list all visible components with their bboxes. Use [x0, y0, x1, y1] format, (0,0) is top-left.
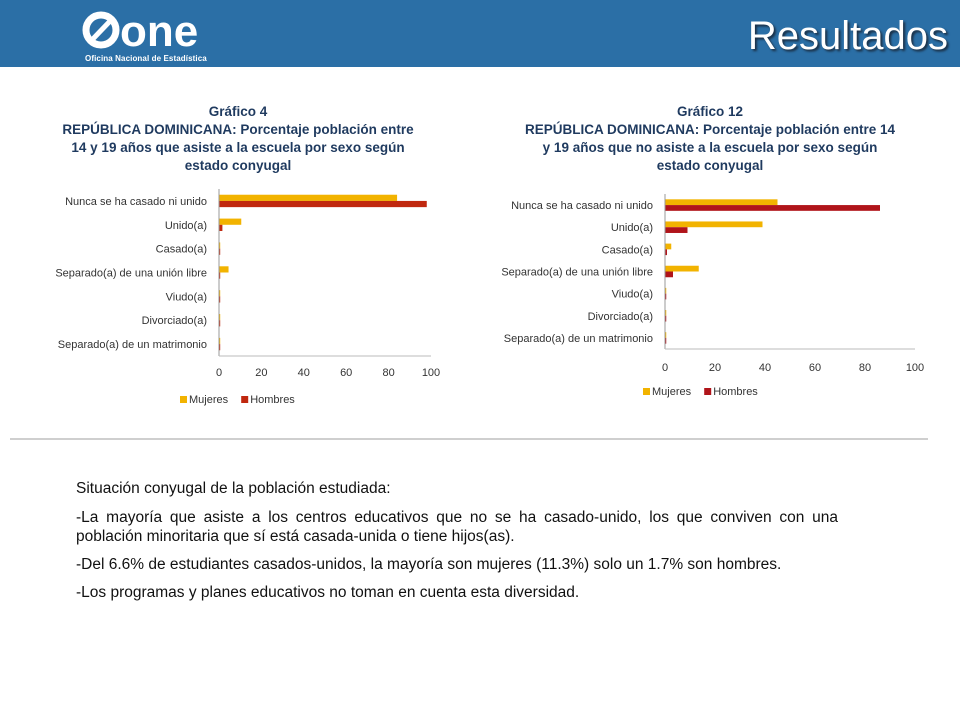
chart-1-category-label: Divorciado(a): [141, 315, 207, 328]
chart-2-bar-mujeres: [665, 266, 699, 272]
chart-1-bar-hombres: [219, 201, 427, 207]
logo-text: one: [120, 7, 199, 56]
chart-2-bar-hombres: [665, 205, 880, 211]
chart-1-category-label: Separado(a) de una unión libre: [55, 267, 207, 280]
finding-2: -Del 6.6% de estudiantes casados-unidos, la mayoría son mujeres (11.3%) solo un 1.7% son hombres.: [76, 556, 782, 573]
header-bar: [0, 0, 960, 67]
chart-1-legend-swatch: [180, 396, 187, 403]
finding-1-emphasis: no se ha casado-unido: [469, 509, 638, 526]
chart-1-bar-mujeres: [219, 266, 229, 272]
chart-2-legend-swatch: [643, 388, 650, 395]
section-divider: [10, 438, 928, 440]
chart-2-x-tick-label: 100: [905, 362, 925, 374]
finding-1-b: , los que conviven con una población minoritaria que sí está casada-unida o tiene hijos(as).: [76, 509, 838, 545]
chart-1-legend-label: Hombres: [250, 394, 295, 406]
chart-2-category-label: Casado(a): [601, 244, 653, 257]
findings-heading: Situación conyugal de la población estudiada:: [76, 480, 391, 497]
chart-1-legend-label: Mujeres: [189, 394, 229, 406]
chart-1-category-label: Unido(a): [164, 219, 207, 232]
chart-1-bar-mujeres: [219, 219, 241, 225]
chart-2-category-label: Separado(a) de un matrimonio: [503, 332, 653, 345]
chart-2-title: [520, 103, 900, 175]
chart-1-x-tick-label: 100: [421, 367, 441, 379]
chart-2-x-tick-label: 60: [808, 362, 822, 374]
chart-1-bar-mujeres: [219, 195, 397, 201]
chart-2-category-label: Divorciado(a): [587, 310, 653, 323]
chart-2-category-label: Viudo(a): [611, 288, 653, 301]
chart-2-category-label: Nunca se ha casado ni unido: [511, 200, 653, 213]
chart-2-category-label: Separado(a) de una unión libre: [501, 266, 653, 279]
chart-2-bar-mujeres: [665, 221, 763, 227]
findings-text: [76, 479, 838, 611]
chart-1-x-tick-label: 0: [215, 367, 223, 379]
chart-1: [0, 180, 460, 420]
chart-1-title: [58, 103, 418, 175]
chart-2: [460, 180, 940, 420]
chart-2-title-line1: Gráfico 12: [676, 104, 744, 119]
chart-2-bar-mujeres: [665, 244, 671, 250]
chart-2-title-line2: REPÚBLICA DOMINICANA: Porcentaje población entre 14 y 19 años que no asiste a la escuela por sexo según estado conyugal: [524, 122, 896, 173]
chart-2-bar-mujeres: [665, 199, 778, 205]
logo-subtitle: Oficina Nacional de Estadística: [85, 54, 207, 63]
chart-1-x-tick-label: 20: [255, 367, 268, 379]
chart-1-legend-swatch: [241, 396, 248, 403]
chart-2-legend-label: Hombres: [713, 386, 758, 398]
chart-2-x-tick-label: 0: [661, 362, 669, 374]
chart-2-x-tick-label: 80: [858, 362, 872, 374]
finding-1: [76, 508, 838, 546]
chart-1-x-tick-label: 40: [297, 367, 310, 379]
chart-2-bar-hombres: [665, 227, 688, 233]
chart-1-bar-hombres: [219, 225, 222, 231]
chart-1-title-line2: REPÚBLICA DOMINICANA: Porcentaje población entre 14 y 19 años que asiste a la escuela por sexo según estado conyugal: [62, 122, 414, 173]
chart-2-x-tick-label: 40: [758, 362, 772, 374]
chart-1-category-label: Viudo(a): [165, 291, 207, 304]
chart-1-category-label: Nunca se ha casado ni unido: [65, 195, 207, 208]
chart-1-x-tick-label: 80: [382, 367, 395, 379]
chart-1-x-tick-label: 60: [340, 367, 353, 379]
chart-1-category-label: Casado(a): [155, 243, 207, 256]
page-title: Resultados: [747, 14, 948, 58]
chart-2-category-label: Unido(a): [610, 222, 653, 235]
chart-1-category-label: Separado(a) de un matrimonio: [57, 339, 207, 352]
chart-2-bar-hombres: [665, 272, 673, 278]
chart-1-title-line1: Gráfico 4: [208, 104, 268, 119]
chart-2-legend-swatch: [704, 388, 711, 395]
finding-1-a: -La mayoría que asiste a los centros educativos que: [76, 509, 470, 526]
finding-3: -Los programas y planes educativos no toman en cuenta esta diversidad.: [76, 584, 580, 601]
chart-2-x-tick-label: 20: [708, 362, 722, 374]
chart-2-legend-label: Mujeres: [652, 386, 692, 398]
